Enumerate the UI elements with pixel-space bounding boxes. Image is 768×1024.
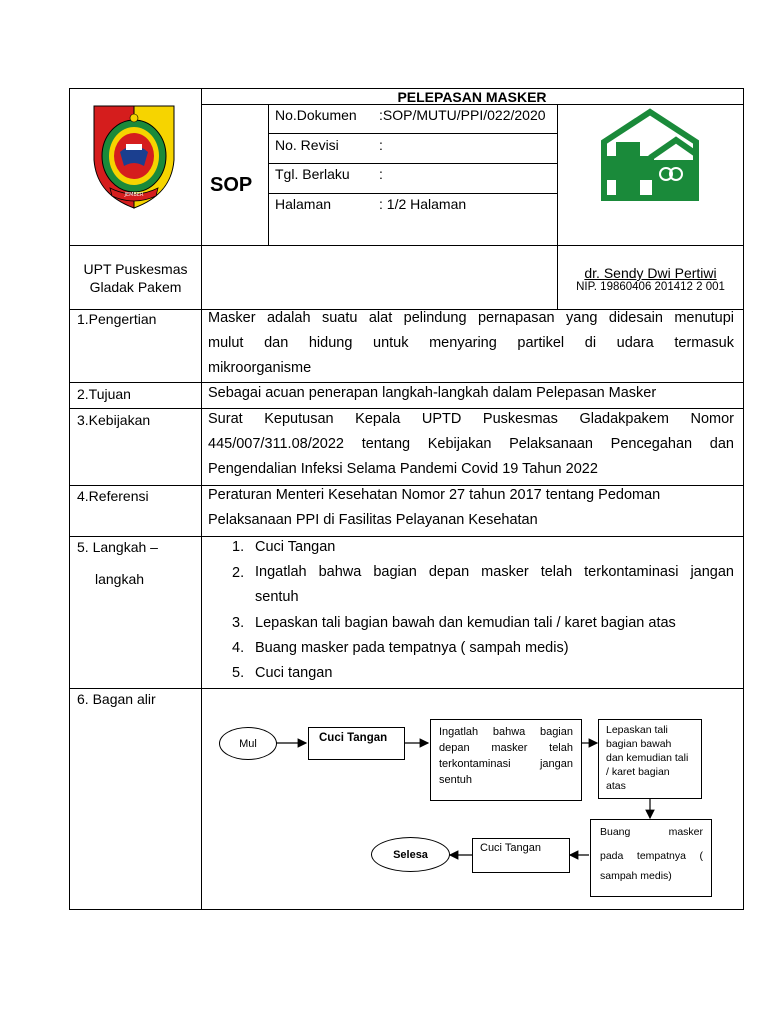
step-number: 5. bbox=[232, 665, 245, 681]
flow-box-line: dan kemudian tali bbox=[606, 752, 689, 764]
step-line: Ingatlah bahwa bagian depan masker telah terkontaminasi jangan bbox=[255, 564, 734, 580]
label-referensi: 4.Referensi bbox=[77, 488, 149, 504]
field-value-tgl-berlaku: : bbox=[379, 166, 383, 182]
signatory-name: dr. Sendy Dwi Pertiwi bbox=[584, 265, 717, 281]
signatory-nip: NIP. 19860406 201412 2 001 bbox=[576, 281, 725, 293]
flow-box-line: sampah medis) bbox=[600, 870, 672, 882]
flow-box-buang bbox=[590, 819, 712, 897]
org-name-line2: Gladak Pakem bbox=[89, 279, 182, 295]
step-text: Cuci Tangan bbox=[255, 539, 336, 555]
label-kebijakan: 3.Kebijakan bbox=[77, 412, 151, 428]
referensi-line: Pelaksanaan PPI di Fasilitas Pelayanan Kesehatan bbox=[208, 512, 538, 528]
step-number: 3. bbox=[232, 615, 245, 631]
flow-box-line: terkontaminasi jangan bbox=[439, 758, 573, 770]
org-name-line1: UPT Puskesmas bbox=[83, 261, 188, 277]
step-number: 2. bbox=[232, 565, 245, 581]
flow-box-cuci-tangan bbox=[308, 727, 405, 760]
field-label-no-revisi: No. Revisi bbox=[275, 137, 339, 153]
flow-end-label: Selesa bbox=[393, 848, 428, 861]
text-tujuan: Sebagai acuan penerapan langkah-langkah dalam Pelepasan Masker bbox=[208, 385, 657, 401]
flow-box-label: Cuci Tangan bbox=[480, 842, 541, 854]
field-label-tgl-berlaku: Tgl. Berlaku bbox=[275, 166, 350, 182]
flow-box-line: pada tempatnya ( bbox=[600, 850, 703, 862]
pengertian-line: mulut dan hidung untuk menyaring partikel di udara termasuk bbox=[208, 335, 734, 351]
referensi-line: Peraturan Menteri Kesehatan Nomor 27 tahun 2017 tentang Pedoman bbox=[208, 487, 661, 503]
kebijakan-line: Pengendalian Infeksi Selama Pandemi Covid 19 Tahun 2022 bbox=[208, 461, 598, 477]
pengertian-line: Masker adalah suatu alat pelindung pernapasan yang didesain menutupi bbox=[208, 310, 734, 326]
field-value-halaman: : 1/2 Halaman bbox=[379, 196, 467, 212]
label-langkah-line1: 5. Langkah – bbox=[77, 539, 158, 555]
flow-start-terminal bbox=[219, 727, 277, 760]
label-langkah-line2: langkah bbox=[95, 571, 145, 587]
pengertian-line: mikroorganisme bbox=[208, 360, 312, 376]
step-text: Cuci tangan bbox=[255, 665, 333, 681]
step-number: 1. bbox=[232, 539, 245, 555]
flow-start-label: Mul bbox=[239, 737, 257, 750]
svg-text:JEMBER: JEMBER bbox=[124, 192, 144, 198]
flow-box-lepaskan bbox=[598, 719, 702, 799]
document-title: PELEPASAN MASKER bbox=[397, 89, 547, 105]
flow-box-line: Buang masker bbox=[600, 826, 703, 838]
flow-box-line: Lepaskan tali bbox=[606, 724, 668, 736]
sop-label: SOP bbox=[210, 174, 253, 196]
step-text: Lepaskan tali bagian bawah dan kemudian tali / karet bagian atas bbox=[255, 615, 676, 631]
label-bagan-alir: 6. Bagan alir bbox=[77, 691, 156, 707]
field-label-no-dokumen: No.Dokumen bbox=[275, 107, 357, 123]
flow-box-line: Ingatlah bahwa bagian bbox=[439, 726, 573, 738]
flow-box-line: bagian bawah bbox=[606, 738, 672, 750]
flow-box-line: / karet bagian bbox=[606, 766, 670, 778]
step-line: sentuh bbox=[255, 589, 299, 605]
flow-box-line: sentuh bbox=[439, 774, 473, 786]
flow-box-line: atas bbox=[606, 780, 626, 792]
flow-end-terminal bbox=[371, 837, 450, 872]
step-number: 4. bbox=[232, 640, 245, 656]
flow-box-ingatlah bbox=[430, 719, 582, 801]
kebijakan-line: Surat Keputusan Kepala UPTD Puskesmas Gladakpakem Nomor bbox=[208, 411, 734, 427]
label-tujuan: 2.Tujuan bbox=[77, 386, 131, 402]
flow-box-cuci-tangan-2 bbox=[472, 838, 570, 873]
flow-box-line: depan masker telah bbox=[439, 742, 573, 754]
field-value-no-dokumen: :SOP/MUTU/PPI/022/2020 bbox=[379, 107, 546, 123]
label-pengertian: 1.Pengertian bbox=[77, 311, 157, 327]
kebijakan-line: 445/007/311.08/2022 tentang Kebijakan Pelaksanaan Pencegahan dan bbox=[208, 436, 734, 452]
field-label-halaman: Halaman bbox=[275, 196, 332, 212]
flow-box-label: Cuci Tangan bbox=[319, 732, 388, 744]
field-value-no-revisi: : bbox=[379, 137, 383, 153]
step-text: Buang masker pada tempatnya ( sampah medis) bbox=[255, 640, 569, 656]
